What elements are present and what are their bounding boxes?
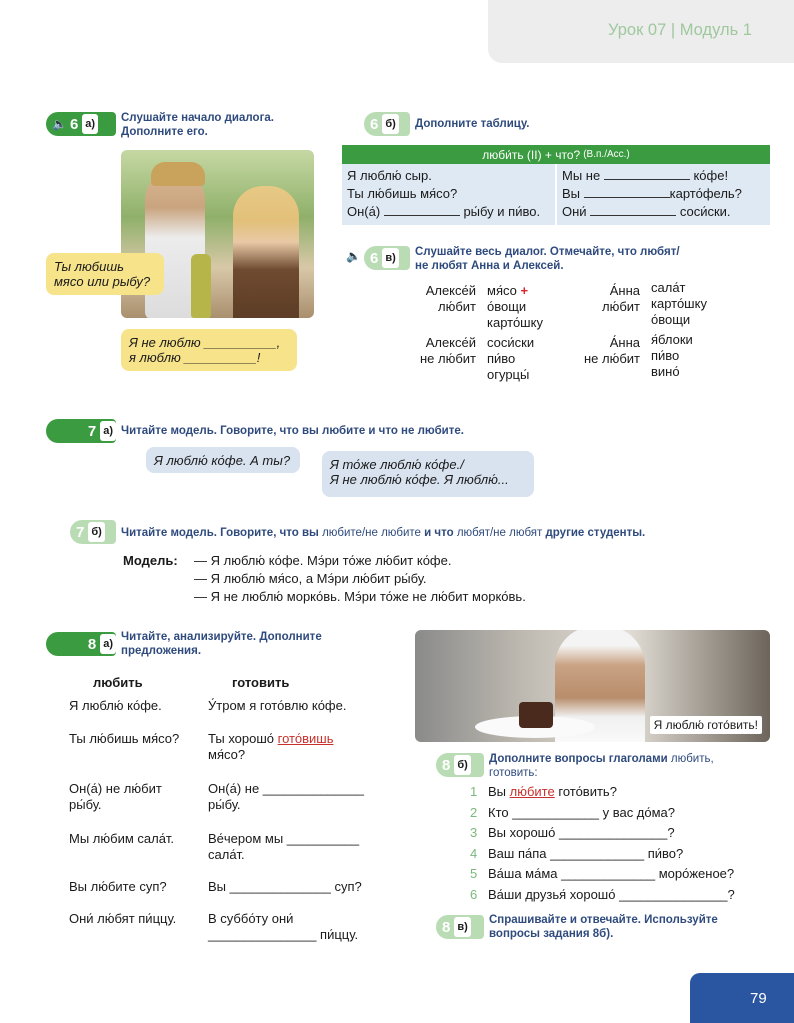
row-6-b: В суббо́ту они́ _______________ пи́ццу. [208,911,359,942]
aleksey-likes-label: Алексе́й лю́бит [425,283,476,314]
row-5-a: Вы лю́бите суп? [69,879,167,894]
exercise-7a-badge: 7 а) [46,419,116,443]
fill-blank[interactable] [590,204,676,216]
row-1-a: Я люблю́ ко́фе. [69,698,162,713]
aleksey-dislikes-list: соси́ски пи́во огурцы́ [487,335,535,382]
row-1-b: У́тром я гото́влю ко́фе. [208,698,347,713]
exercise-6v-badge: 6 в) [364,246,410,270]
row-3-b: Он(а́) не ______________ ры́бу. [208,781,365,812]
row-3-a: Он(а́) не лю́бит ры́бу. [69,781,162,812]
question-item: 6 Ва́ши друзья́ хорошо́ _______________? [470,886,735,902]
question-list [470,782,735,905]
aleksey-likes-list: мя́со + о́вощи карто́шку [487,283,543,330]
fill-blank[interactable] [604,168,690,180]
exercise-8v-task: Спрашивайте и отвечайте. Используйте вопросы задания 8б). [489,914,718,940]
speaker-icon[interactable]: 🔈 [346,249,361,263]
row-4-a: Мы лю́бим сала́т. [69,831,175,846]
exercise-8a-badge: 8 а) [46,632,116,656]
anna-likes-list: сала́т карто́шку о́вощи [651,280,707,327]
exercise-7b-task: Читайте модель. Говорите, что вы любите/не любите и что любят/не любят другие студенты. [121,527,646,539]
exercise-6b-task: Дополните таблицу. [415,118,530,130]
aleksey-dislikes-label: Алексе́й не лю́бит [419,335,476,366]
table-right-column: Мы не ко́фе! Вы карто́фель? Они́ соси́ски. [555,164,770,225]
anna-likes-label: А́нна лю́бит [602,283,640,314]
anna-dislikes-label: А́нна не лю́бит [583,335,640,366]
row-4-b: Ве́чером мы __________ сала́т. [208,831,360,862]
question-item: 2 Кто ____________ у вас до́ма? [470,804,676,820]
exercise-8v-badge: 8 в) [436,915,484,939]
exercise-6a-task: Слушайте начало диалога. Дополните его. [121,112,274,138]
exercise-8a-task: Читайте, анализируйте. Дополните предложения. [121,631,322,657]
plus-mark: + [520,283,529,298]
column-heading-gotovit: готовить [232,675,290,690]
chef-photo [415,630,770,742]
row-6-a: Они́ лю́бят пи́ццу. [69,911,177,926]
exercise-8b-badge: 8 б) [436,753,484,777]
speech-bubble-model-2: Я то́же люблю́ ко́фе./ Я не люблю́ ко́фе. Я люблю́... [322,451,534,497]
row-2-b: Ты хорошо́ гото́вишь мя́со? [208,731,334,762]
speech-bubble-question: Ты любишь мясо или рыбу? [46,253,164,295]
table-header: люби́ть (II) + что? (В.п./Acc.) [342,145,770,164]
exercise-6b-badge: 6 б) [364,112,410,136]
fill-blank[interactable] [584,186,670,198]
speaker-icon[interactable]: 🔈 [52,117,67,131]
question-item: 1 Вы лю́бите гото́вить? [470,784,617,799]
row-2-a: Ты лю́бишь мя́со? [69,731,180,746]
table-left-column: Я люблю́ сыр. Ты лю́бишь мя́со? Он(а́) ры́бу и пи́во. [347,168,541,219]
speech-bubble-answer: Я не люблю __________, я люблю __________! [121,329,297,371]
column-heading-lyubit: любить [93,675,143,690]
exercise-7b-badge: 7 б) [70,520,116,544]
lesson-title: Урок 07 | Модуль 1 [608,21,752,39]
exercise-7a-task: Читайте модель. Говорите, что вы любите и что не любите. [121,425,464,437]
exercise-8b-task: Дополните вопросы глаголами любить, готовить: [489,753,714,779]
page-number: 79 [750,990,767,1007]
exercise-6a-badge: 🔈 6 а) [46,112,116,136]
question-item: 4 Ваш па́па _____________ пи́во? [470,845,684,861]
conjugation-table [342,145,770,225]
model-lines: — Я люблю́ ко́фе. Мэ́ри то́же лю́бит ко́фе. — Я люблю́ мя́со, а Мэ́ри лю́бит ры́бу. — Я не люблю́ морко́вь. Мэ́ри то́же не лю́бит морко́вь. [194,553,526,604]
photo-caption: Я люблю́ гото́вить! [650,716,762,734]
anna-dislikes-list: я́блоки пи́во вино́ [651,332,693,379]
lesson-header [488,0,794,63]
fill-blank[interactable] [384,204,460,216]
exercise-6v-task: Слушайте весь диалог. Отмечайте, что любят/ не любят Анна и Алексей. [415,246,680,272]
question-item: 5 Ва́ша ма́ма _____________ моро́женое? [470,866,735,881]
speech-bubble-model-1: Я люблю́ ко́фе. А ты? [146,447,300,473]
row-5-b: Вы ______________ суп? [208,879,362,894]
question-item: 3 Вы хорошо́ _______________? [470,825,675,840]
page-number-tab [690,973,794,1023]
model-label: Модель: [123,553,178,568]
